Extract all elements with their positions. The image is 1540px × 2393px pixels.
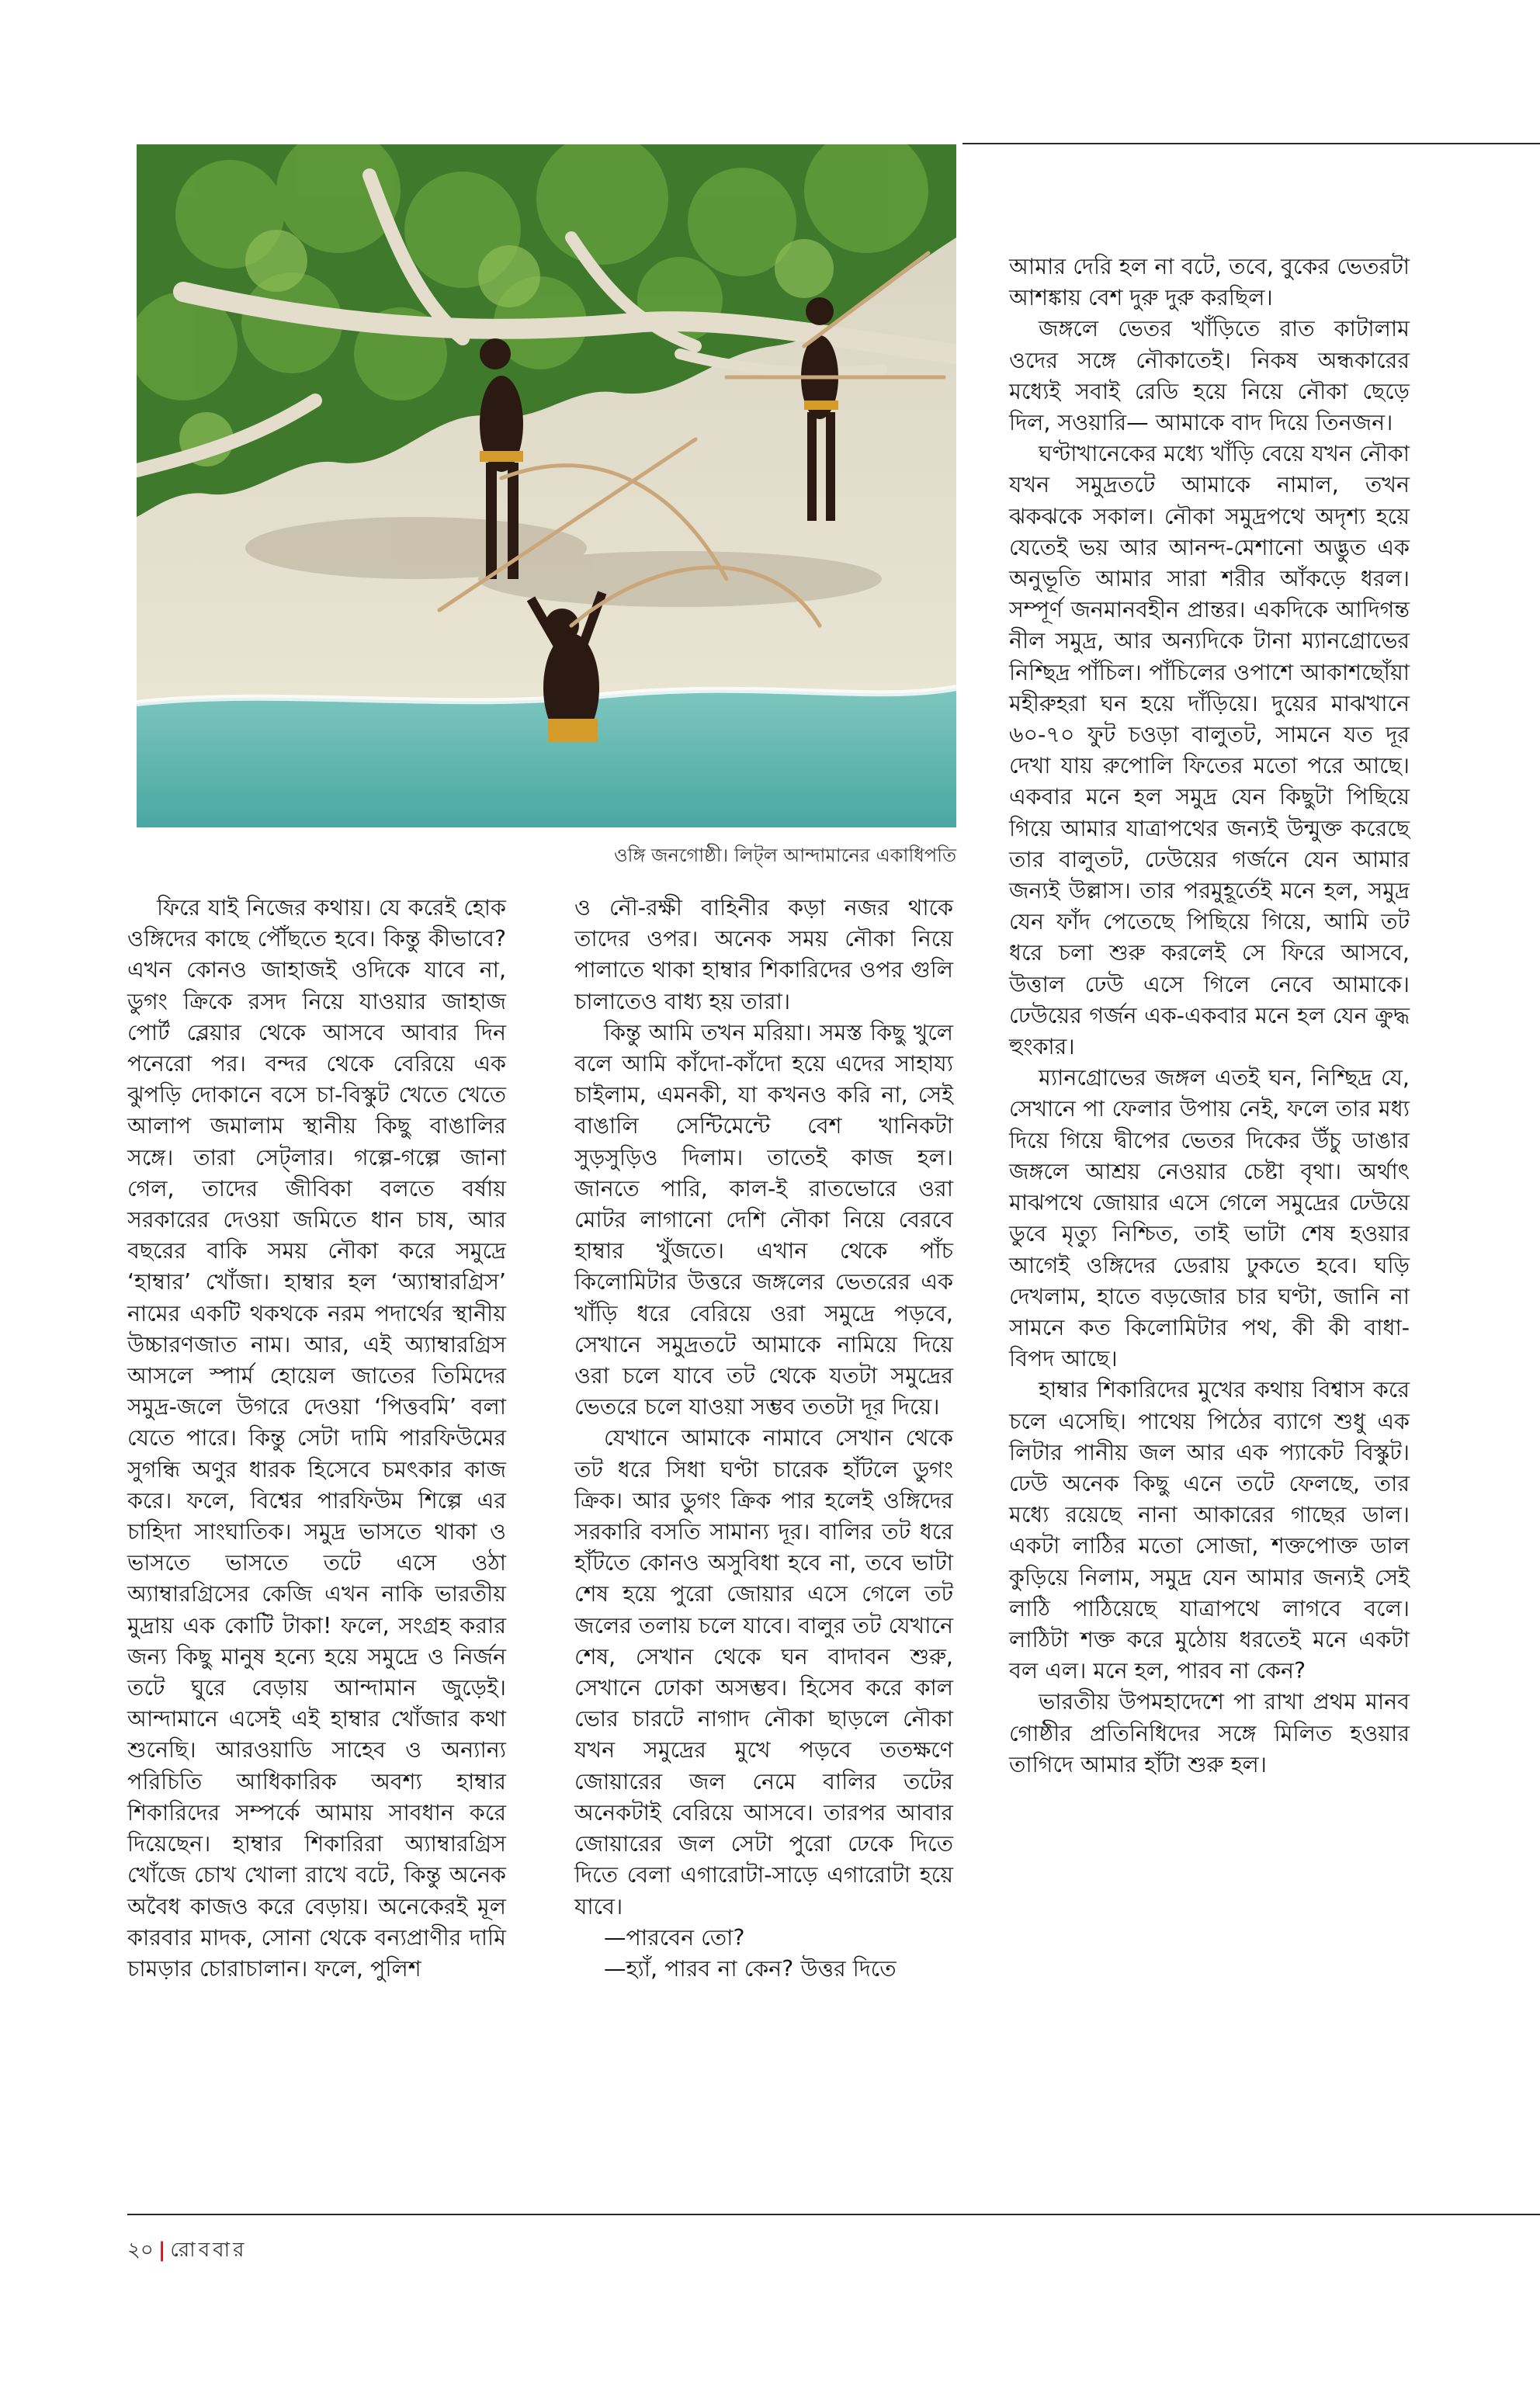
paragraph: আমার দেরি হল না বটে, তবে, বুকের ভেতরটা আশঙ্কায় বেশ দুরু দুরু করছিল। <box>1009 254 1410 311</box>
paragraph: ও নৌ-রক্ষী বাহিনীর কড়া নজর থাকে তাদের ওপর। অনেক সময় নৌকা নিয়ে পালাতে থাকা হাম্বার শিকারিদের ওপর গুলি চালাতেও বাধ্য হয় তারা। <box>574 895 953 1014</box>
article-column-2 <box>574 893 953 1985</box>
article-column-3 <box>1009 251 1410 1781</box>
magazine-name: রোববার <box>170 2239 248 2262</box>
paragraph: ফিরে যাই নিজের কথায়। যে করেই হোক ওঙ্গিদের কাছে পৌঁছতে হবে। কিন্তু কীভাবে? এখন কোনও জাহাজই ওদিকে যাবে না, ডুগং ক্রিকে রসদ নিয়ে যাওয়ার জাহাজ পোর্ট ব্লেয়ার থেকে আসবে আবার দিন পনেরো পর। বন্দর থেকে বেরিয়ে এক ঝুপড়ি দোকানে বসে চা-বিস্কুট খেতে খেতে আলাপ জমালাম স্থানীয় কিছু বাঙালির সঙ্গে। তারা সেট্‌লার। গল্পে-গল্পে জানা গেল, তাদের জীবিকা বলতে বর্ষায় সরকারের দেওয়া জমিতে ধান চাষ, আর বছরের বাকি সময় নৌকা করে সমুদ্রে ‘হাম্বার’ খোঁজা। হাম্বার হল ‘অ্যাম্বারগ্রিস’ নামের একটি থকথকে নরম পদার্থের স্থানীয় উচ্চারণজাত নাম। আর, এই অ্যাম্বারগ্রিস আসলে স্পার্ম হোয়েল জাতের তিমিদের সমুদ্র-জলে উগরে দেওয়া ‘পিত্তবমি’ বলা যেতে পারে। কিন্তু সেটা দামি পারফিউমের সুগন্ধি অণুর ধারক হিসেবে চমৎকার কাজ করে। ফলে, বিশ্বের পারফিউম শিল্পে এর চাহিদা সাংঘাতিক। সমুদ্র ভাসতে থাকা ও ভাসতে ভাসতে তটে এসে ওঠা অ্যাম্বারগ্রিসের কেজি এখন নাকি ভারতীয় মুদ্রায় এক কোটি টাকা! ফলে, সংগ্রহ করার জন্য কিছু মানুষ হন্যে হয়ে সমুদ্রে ও নির্জন তটে ঘুরে বেড়ায় আন্দামান জুড়েই। আন্দামানে এসেই এই হাম্বার খোঁজার কথা শুনেছি। আরওয়াডি সাহেব ও অন্যান্য পরিচিতি আধিকারিক অবশ্য হাম্বার শিকারিদের সম্পর্কে আমায় সাবধান করে দিয়েছেন। হাম্বার শিকারিরা অ্যাম্বারগ্রিস খোঁজে চোখ খোলা রাখে বটে, কিন্তু অনেক অবৈধ কাজও করে বেড়ায়। অনেকেরই মূল কারবার মাদক, সোনা থেকে বন্যপ্রাণীর দামি চামড়ার চোরাচালান। ফলে, পুলিশ <box>127 895 506 1982</box>
article-column-1 <box>127 893 506 1985</box>
footer-separator: | <box>158 2239 166 2262</box>
page-number: ২০ <box>127 2239 154 2262</box>
paragraph: জঙ্গলে ভেতর খাঁড়িতে রাত কাটালাম ওদের সঙ্গে নৌকাতেই। নিকষ অন্ধকারের মধ্যেই সবাই রেডি হয়ে নিয়ে নৌকা ছেড়ে দিল, সওয়ারি— আমাকে বাদ দিয়ে তিনজন। <box>1009 316 1410 436</box>
paragraph: ম্যানগ্রোভের জঙ্গল এতই ঘন, নিশ্ছিদ্র যে, সেখানে পা ফেলার উপায় নেই, ফলে তার মধ্য দিয়ে গিয়ে দ্বীপের ভেতর দিকের উঁচু ডাঙার জঙ্গলে আশ্রয় নেওয়ার চেষ্টা বৃথা। অর্থাৎ মাঝপথে জোয়ার এসে গেলে সমুদ্রের ঢেউয়ে ডুবে মৃত্যু নিশ্চিত, তাই ভাটা শেষ হওয়ার আগেই ওঙ্গিদের ডেরায় ঢুকতে হবে। ঘড়ি দেখলাম, হাতে বড়জোর চার ঘণ্টা, জানি না সামনে কত কিলোমিটার পথ, কী কী বাধা-বিপদ আছে। <box>1009 1065 1410 1372</box>
dialogue-line: —পারবেন তো? <box>604 1924 745 1951</box>
bottom-rule <box>127 2214 1540 2215</box>
paragraph: যেখানে আমাকে নামাবে সেখান থেকে তট ধরে সিধা ঘণ্টা চারেক হাঁটলে ডুগং ক্রিক। আর ডুগং ক্রিক পার হলেই ওঙ্গিদের সরকারি বসতি সামান্য দূর। বালির তট ধরে হাঁটতে কোনও অসুবিধা হবে না, তবে ভাটা শেষ হয়ে পুরো জোয়ার এসে গেলে তট জলের তলায় চলে যাবে। বালুর তট যেখানে শেষ, সেখান থেকে ঘন বাদাবন শুরু, সেখানে ঢোকা অসম্ভব। হিসেব করে কাল ভোর চারটে নাগাদ নৌকা ছাড়লে নৌকা যখন সমুদ্রের মুখে পড়বে ততক্ষণে জোয়ারের জল নেমে বালির তটের অনেকটাই বেরিয়ে আসবে। তারপর আবার জোয়ারের জল সেটা পুরো ঢেকে দিতে দিতে বেলা এগারোটা-সাড়ে এগারোটা হয়ে যাবে। <box>574 1425 953 1920</box>
paragraph: হাম্বার শিকারিদের মুখের কথায় বিশ্বাস করে চলে এসেছি। পাথেয় পিঠের ব্যাগে শুধু এক লিটার পানীয় জল আর এক প্যাকেট বিস্কুট। ঢেউ অনেক কিছু এনে তটে ফেলছে, তার মধ্যে রয়েছে নানা আকারের গাছের ডাল। একটা লাঠির মতো সোজা, শক্তপোক্ত ডাল কুড়িয়ে নিলাম, সমুদ্র যেন আমার জন্যই সেই লাঠি পাঠিয়েছে যাত্রাপথে লাগবে বলে। লাঠিটা শক্ত করে মুঠোয় ধরতেই মনে একটা বল এল। মনে হল, পারব না কেন? <box>1009 1377 1410 1684</box>
paragraph: ভারতীয় উপমহাদেশে পা রাখা প্রথম মানব গোষ্ঠীর প্রতিনিধিদের সঙ্গে মিলিত হওয়ার তাগিদে আমার হাঁটা শুরু হল। <box>1009 1689 1410 1777</box>
photo-caption: ওঙ্গি জনগোষ্ঠী। লিট্‌ল আন্দামানের একাধিপতি <box>613 844 956 866</box>
page-footer <box>127 2234 248 2268</box>
dialogue-line: —হ্যাঁ, পারব না কেন? উত্তর দিতে <box>604 1955 897 1982</box>
paragraph: ঘণ্টাখানেকের মধ্যে খাঁড়ি বেয়ে যখন নৌকা যখন সমুদ্রতটে আমাকে নামাল, তখন ঝকঝকে সকাল। নৌকা সমুদ্রপথে অদৃশ্য হয়ে যেতেই ভয় আর আনন্দ-মেশানো অদ্ভুত এক অনুভূতি আমার সারা শরীর আঁকড়ে ধরল। সম্পূর্ণ জনমানবহীন প্রান্তর। একদিকে আদিগন্ত নীল সমুদ্র, আর অন্যদিকে টানা ম্যানগ্রোভের নিশ্ছিদ্র পাঁচিল। পাঁচিলের ওপাশে আকাশছোঁয়া মহীরুহরা ঘন হয়ে দাঁড়িয়ে। দুয়ের মাঝখানে ৬০-৭০ ফুট চওড়া বালুতট, সামনে যত দূর দেখা যায় রুপোলি ফিতের মতো পরে আছে। একবার মনে হল সমুদ্র যেন কিছুটা পিছিয়ে গিয়ে আমার যাত্রাপথের জন্যই উন্মুক্ত করেছে তার বালুতট, ঢেউয়ের গর্জনে যেন আমার জন্যই উল্লাস। তার পরমুহূর্তেই মনে হল, সমুদ্র যেন ফাঁদ পেতেছে পিছিয়ে গিয়ে, আমি তট ধরে চলা শুরু করলেই সে ফিরে আসবে, উত্তাল ঢেউ এসে গিলে নেবে আমাকে। ঢেউয়ের গর্জন এক-একবার মনে হল যেন ক্রুদ্ধ হুংকার। <box>1009 441 1410 1060</box>
article-photo <box>137 144 956 827</box>
top-rule <box>962 143 1540 144</box>
paragraph: কিন্তু আমি তখন মরিয়া। সমস্ত কিছু খুলে বলে আমি কাঁদো-কাঁদো হয়ে এদের সাহায্য চাইলাম, এমনকী, যা কখনও করি না, সেই বাঙালি সেন্টিমেন্টে বেশ খানিকটা সুড়সুড়িও দিলাম। তাতেই কাজ হল। জানতে পারি, কাল-ই রাতভোরে ওরা মোটর লাগানো দেশি নৌকা নিয়ে বেরবে হাম্বার খুঁজতে। এখান থেকে পাঁচ কিলোমিটার উত্তরে জঙ্গলের ভেতরের এক খাঁড়ি ধরে বেরিয়ে ওরা সমুদ্রে পড়বে, সেখানে সমুদ্রতটে আমাকে নামিয়ে দিয়ে ওরা চলে যাবে তট থেকে যতটা সমুদ্রের ভেতরে চলে যাওয়া সম্ভব ততটা দূর দিয়ে। <box>574 1019 953 1420</box>
